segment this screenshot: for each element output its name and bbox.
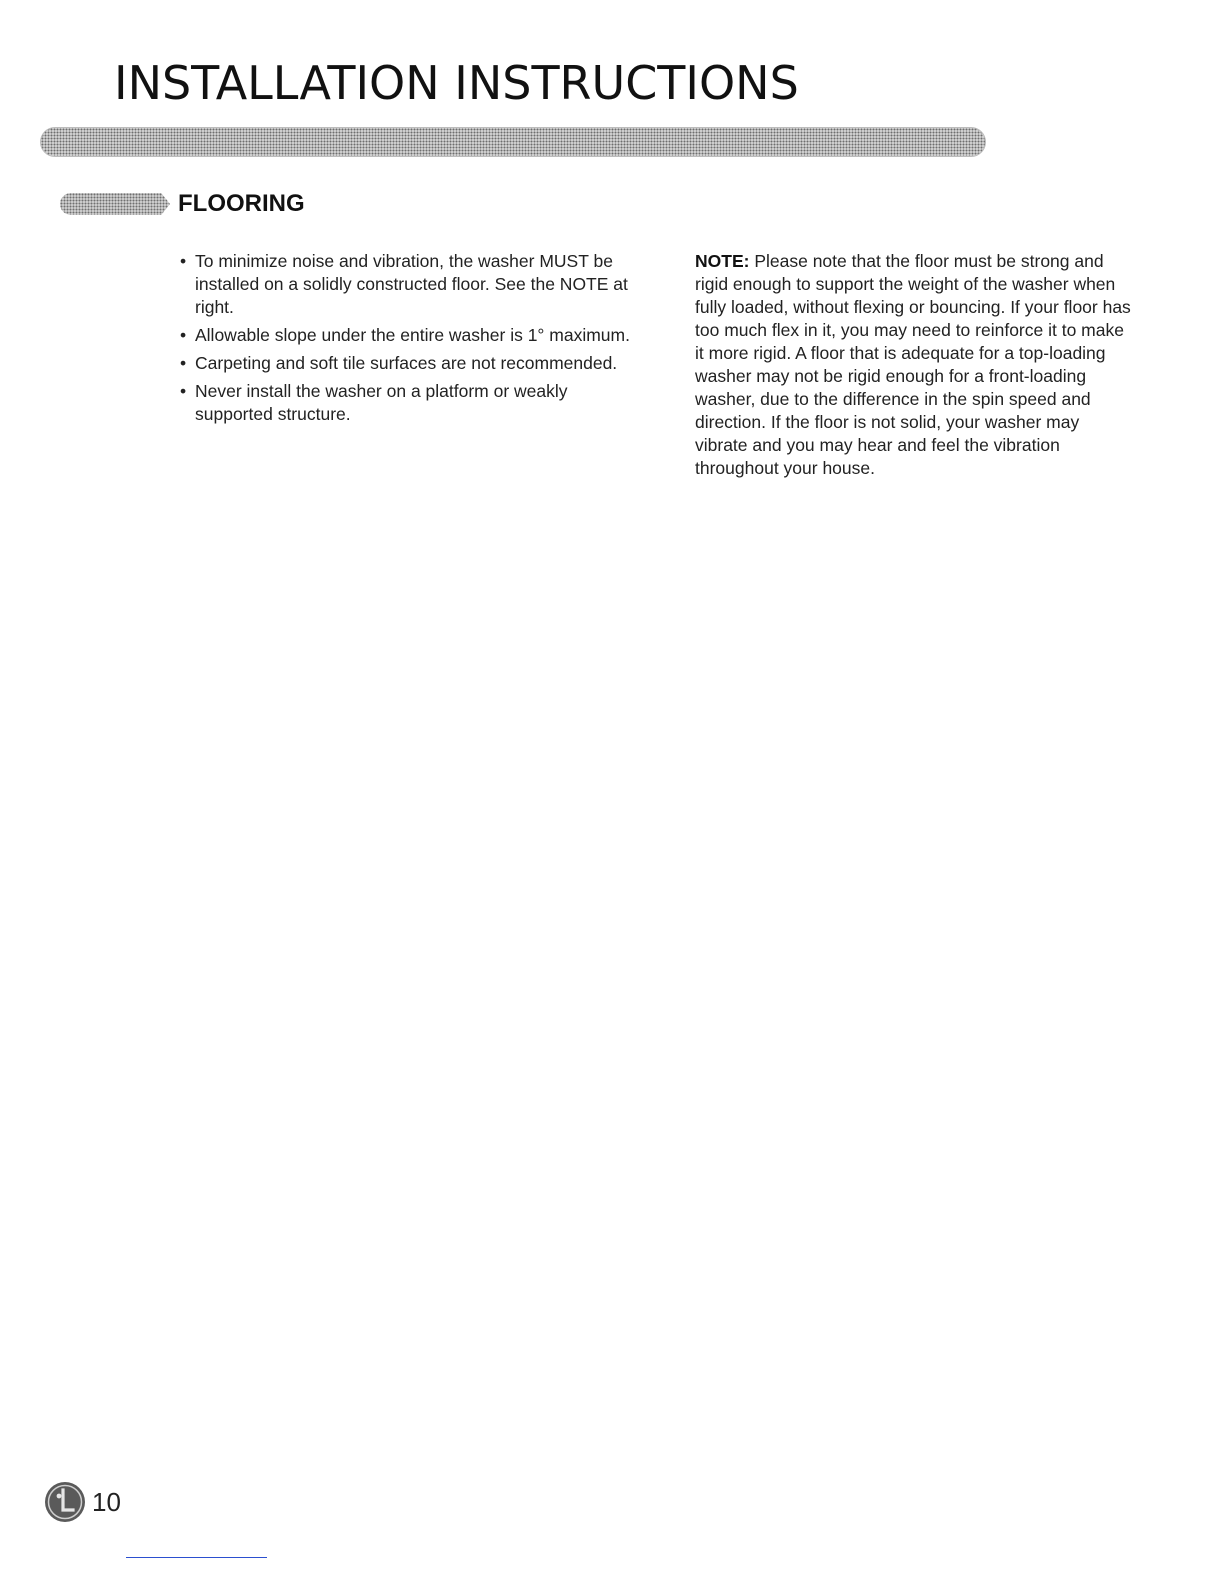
page-number: 10 (92, 1486, 121, 1517)
lg-logo-icon (44, 1481, 86, 1523)
list-item (178, 352, 638, 375)
list-item (178, 380, 638, 426)
section-title: FLOORING (178, 190, 305, 217)
section-arrow-pill (60, 193, 170, 215)
page-footer (44, 1481, 121, 1523)
note-label: NOTE: (695, 251, 750, 271)
title-decorative-bar (40, 127, 986, 157)
requirements-list (178, 250, 638, 431)
bullet-icon: • (180, 251, 187, 271)
bullet-icon: • (180, 353, 187, 373)
note-paragraph (695, 250, 1135, 480)
list-item-text: Never install the washer on a platform or weakly supported structure. (195, 381, 568, 424)
list-item-text: Carpeting and soft tile surfaces are not recommended. (195, 353, 618, 373)
bullet-icon: • (180, 381, 187, 401)
list-item (178, 324, 638, 347)
section-header (60, 187, 305, 221)
list-item-text: Allowable slope under the entire washer is 1° maximum. (195, 325, 630, 345)
note-text: Please note that the floor must be strong and rigid enough to support the weight of the washer when fully loaded, without flexing or bouncing. If your floor has too much flex in it, you may need to reinforce it to make it more rigid. A floor that is adequate for a top-loading washer may not be rigid enough for a front-loading washer, due to the difference in the spin speed and direction. If the floor is not solid, your washer may vibrate and you may hear and feel the vibration throughout your house. (695, 251, 1131, 478)
bottom-link-rule (126, 1557, 267, 1558)
list-item-text: To minimize noise and vibration, the washer MUST be installed on a solidly constructed floor. See the NOTE at right. (195, 251, 628, 317)
page-title: INSTALLATION INSTRUCTIONS (114, 56, 799, 110)
bullet-icon: • (180, 325, 187, 345)
list-item (178, 250, 638, 319)
